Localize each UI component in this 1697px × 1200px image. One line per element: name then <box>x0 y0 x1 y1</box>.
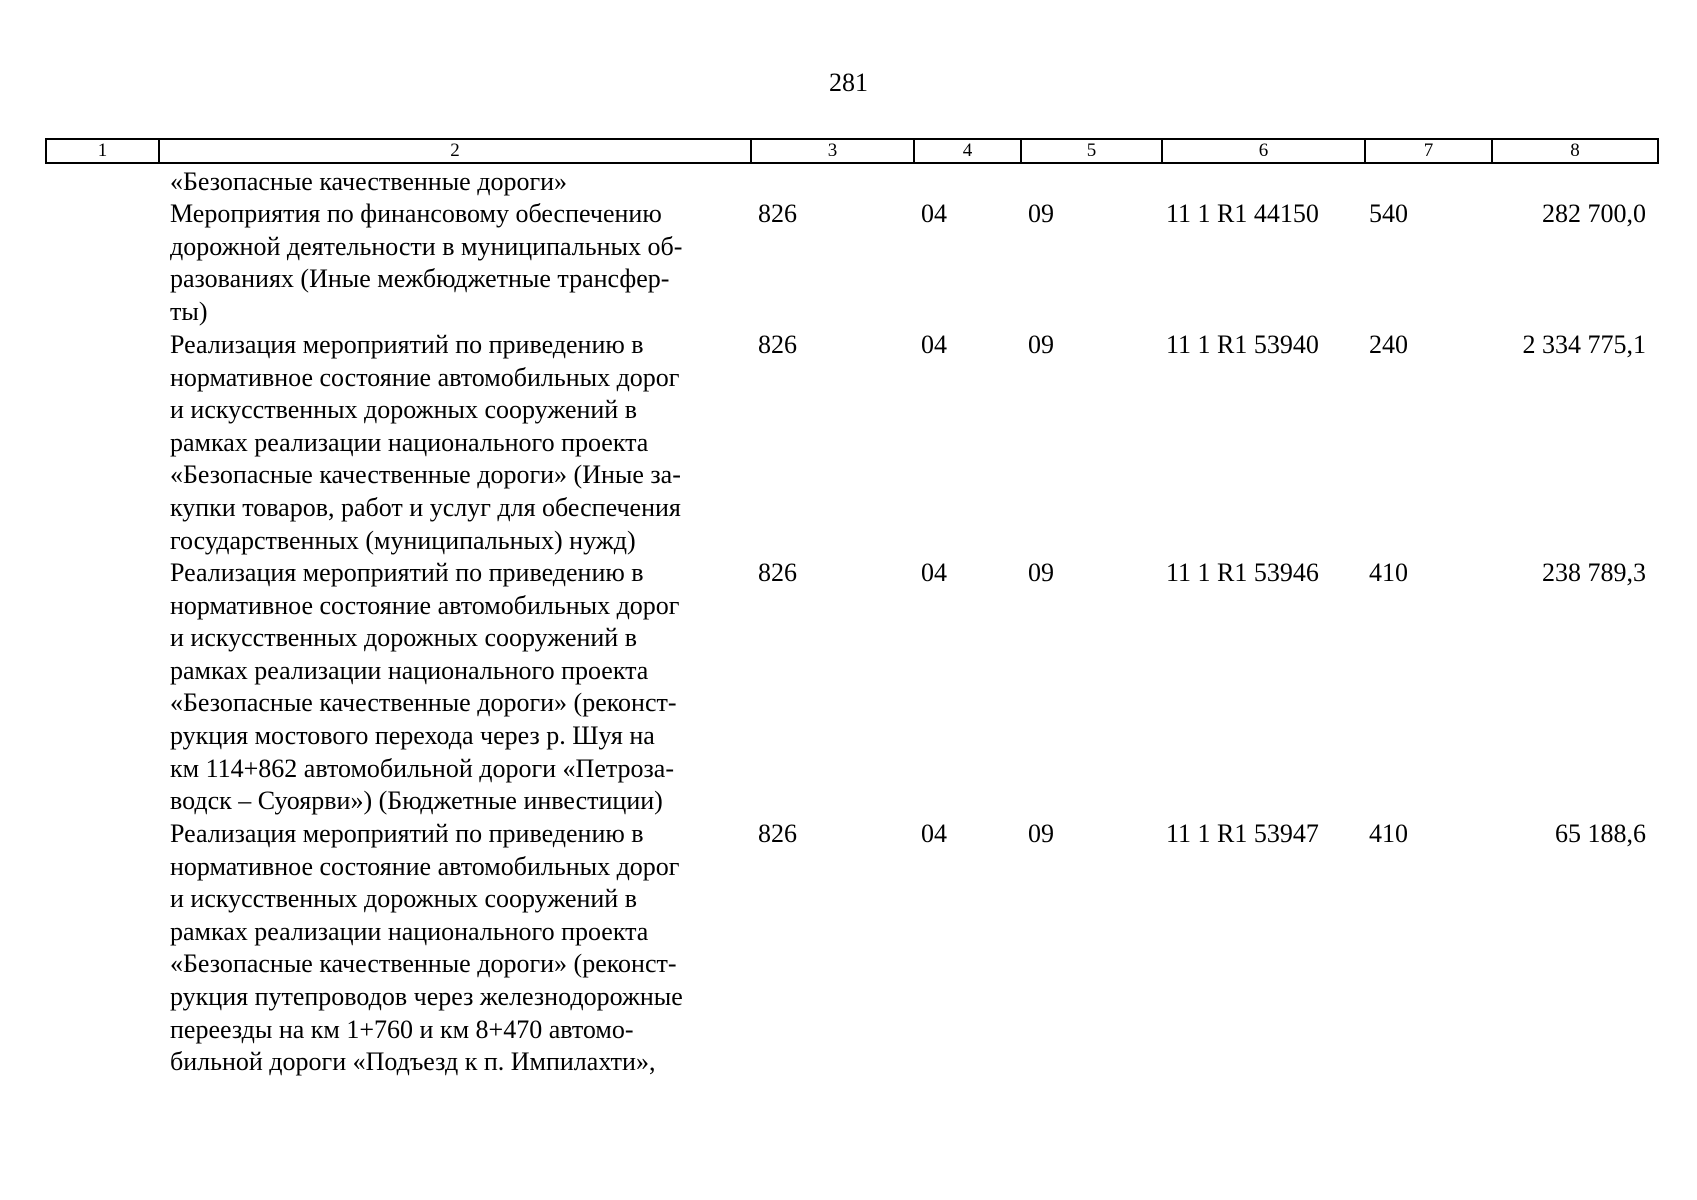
section-code: 04 <box>921 558 947 587</box>
section-code: 04 <box>921 330 947 359</box>
description-line: рамках реализации национального проекта <box>170 916 649 946</box>
description-line: «Безопасные качественные дороги» (реконст- <box>170 949 677 979</box>
continuation-text: «Безопасные качественные дороги» <box>170 167 568 196</box>
description-line: нормативное состояние автомобильных дорог <box>170 590 680 620</box>
ministry-code: 826 <box>758 558 797 587</box>
section-code: 04 <box>921 819 947 848</box>
expense-type-code: 540 <box>1369 199 1408 228</box>
subsection-code: 09 <box>1028 819 1054 848</box>
description-line: и искусственных дорожных сооружений в <box>170 623 637 653</box>
amount: 282 700,0 <box>1542 199 1646 228</box>
ministry-code: 826 <box>758 819 797 848</box>
target-article-code: 11 1 R1 53940 <box>1166 330 1319 359</box>
column-header-1: 1 <box>46 139 159 163</box>
amount: 238 789,3 <box>1542 558 1646 587</box>
row-description <box>170 329 735 557</box>
subsection-code: 09 <box>1028 558 1054 587</box>
section-code: 04 <box>921 199 947 228</box>
description-line: купки товаров, работ и услуг для обеспечения <box>170 492 681 522</box>
description-line: рамках реализации национального проекта <box>170 655 649 685</box>
row-description <box>170 198 735 328</box>
row-description <box>170 557 735 818</box>
expense-type-code: 410 <box>1369 819 1408 848</box>
column-header-table <box>45 138 1659 164</box>
column-header-8: 8 <box>1492 139 1658 163</box>
column-header-5: 5 <box>1021 139 1162 163</box>
description-line: Мероприятия по финансовому обеспечению <box>170 199 662 228</box>
description-line: и искусственных дорожных сооружений в <box>170 884 637 914</box>
ministry-code: 826 <box>758 199 797 228</box>
description-line: нормативное состояние автомобильных дорог <box>170 362 680 392</box>
description-line: водск – Суоярви») (Бюджетные инвестиции) <box>170 786 663 816</box>
column-header-4: 4 <box>914 139 1021 163</box>
subsection-code: 09 <box>1028 199 1054 228</box>
column-header-2: 2 <box>159 139 751 163</box>
ministry-code: 826 <box>758 330 797 359</box>
description-line: рукция мостового перехода через р. Шуя на <box>170 720 655 750</box>
description-line: км 114+862 автомобильной дороги «Петроза- <box>170 753 675 783</box>
description-line: рамках реализации национального проекта <box>170 427 649 457</box>
column-header-6: 6 <box>1162 139 1365 163</box>
description-line: рукция путепроводов через железнодорожные <box>170 981 683 1011</box>
description-line: и искусственных дорожных сооружений в <box>170 395 637 425</box>
target-article-code: 11 1 R1 53947 <box>1166 819 1319 848</box>
row-description <box>170 818 735 1079</box>
description-line: «Безопасные качественные дороги» (реконст- <box>170 688 677 718</box>
amount: 65 188,6 <box>1555 819 1646 848</box>
column-header-7: 7 <box>1365 139 1492 163</box>
target-article-code: 11 1 R1 53946 <box>1166 558 1319 587</box>
amount: 2 334 775,1 <box>1522 330 1646 359</box>
description-line: государственных (муниципальных) нужд) <box>170 525 636 555</box>
subsection-code: 09 <box>1028 330 1054 359</box>
page-number: 281 <box>829 68 868 97</box>
target-article-code: 11 1 R1 44150 <box>1166 199 1319 228</box>
description-line: бильной дороги «Подъезд к п. Импилахти», <box>170 1047 656 1077</box>
description-line: дорожной деятельности в муниципальных об- <box>170 231 683 261</box>
description-line: ты) <box>170 296 208 326</box>
description-line: Реализация мероприятий по приведению в <box>170 819 644 848</box>
expense-type-code: 410 <box>1369 558 1408 587</box>
description-line: разованиях (Иные межбюджетные трансфер- <box>170 264 670 294</box>
description-line: переезды на км 1+760 и км 8+470 автомо- <box>170 1014 634 1044</box>
description-line: Реализация мероприятий по приведению в <box>170 330 644 359</box>
column-header-3: 3 <box>751 139 914 163</box>
expense-type-code: 240 <box>1369 330 1408 359</box>
column-header-row <box>46 139 1658 163</box>
description-line: «Безопасные качественные дороги» (Иные за- <box>170 460 681 490</box>
description-line: нормативное состояние автомобильных дорог <box>170 851 680 881</box>
description-line: Реализация мероприятий по приведению в <box>170 558 644 587</box>
